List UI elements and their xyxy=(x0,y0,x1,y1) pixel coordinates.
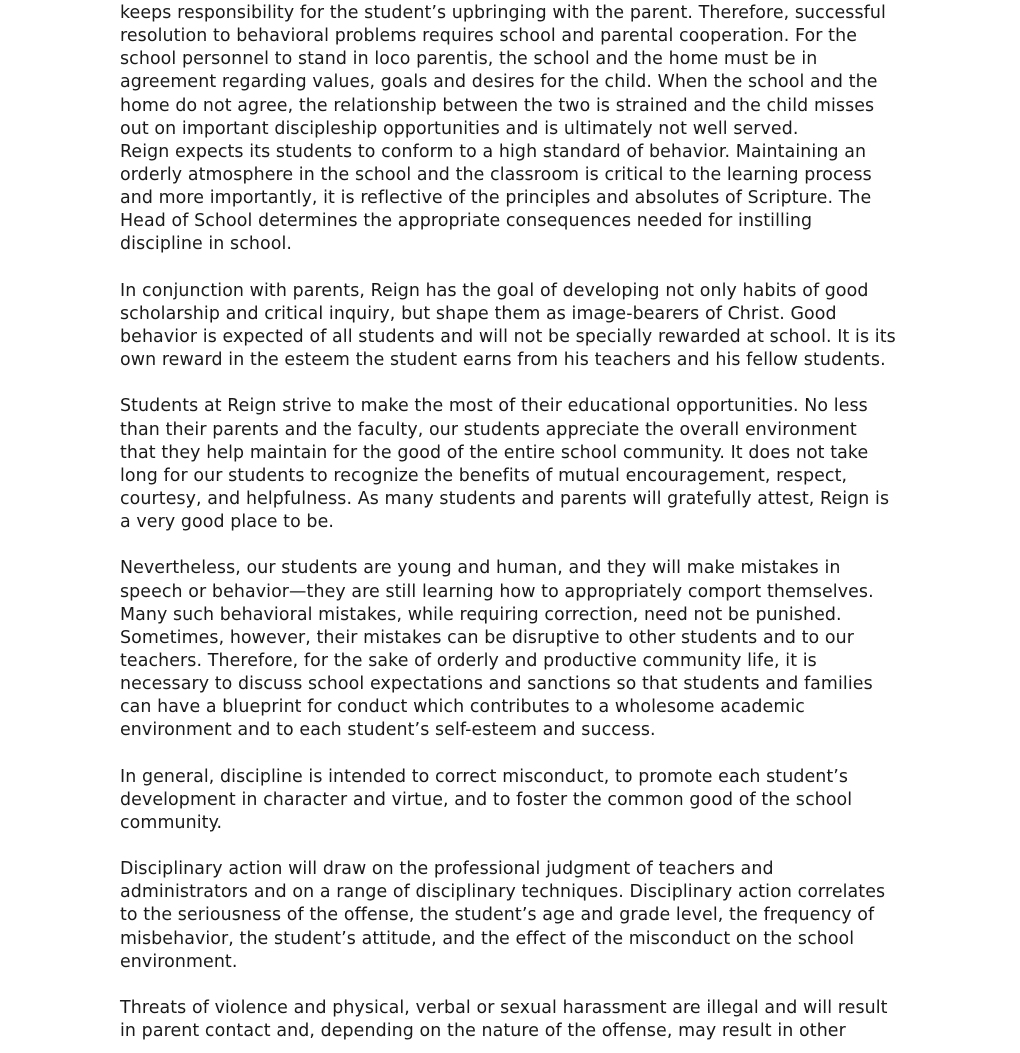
text-line: a very good place to be. xyxy=(120,512,334,533)
text-line: Nevertheless, our students are young and human, and they will make mistakes in xyxy=(120,558,841,579)
text-line: Sometimes, however, their mistakes can be disruptive to other students and to our xyxy=(120,627,855,648)
text-line: agreement regarding values, goals and desires for the child. When the school and the xyxy=(120,72,878,93)
paragraph-mistakes xyxy=(120,557,910,742)
text-line: to the seriousness of the offense, the student’s age and grade level, the frequency of xyxy=(120,905,875,926)
paragraph-disciplinary-action xyxy=(120,858,910,974)
text-line: environment. xyxy=(120,951,238,972)
text-line: resolution to behavioral problems requires school and parental cooperation. For the xyxy=(120,26,857,47)
paragraph-discipline-purpose xyxy=(120,766,910,835)
paragraph-threats xyxy=(120,997,910,1043)
text-line: home do not agree, the relationship between the two is strained and the child misses xyxy=(120,95,875,116)
text-line: courtesy, and helpfulness. As many students and parents will gratefully attest, Reign is xyxy=(120,488,890,509)
text-line: teachers. Therefore, for the sake of orderly and productive community life, it is xyxy=(120,650,817,671)
text-line: discipline in school. xyxy=(120,234,293,255)
text-line: and more importantly, it is reflective of the principles and absolutes of Scripture. The xyxy=(120,188,872,209)
text-line: In conjunction with parents, Reign has the goal of developing not only habits of good xyxy=(120,280,869,301)
text-line: Reign expects its students to conform to a high standard of behavior. Maintaining an xyxy=(120,141,867,162)
paragraph-students-strive xyxy=(120,395,910,534)
text-line: keeps responsibility for the student’s upbringing with the parent. Therefore, successful xyxy=(120,3,886,23)
text-line: misbehavior, the student’s attitude, and the effect of the misconduct on the school xyxy=(120,928,855,949)
text-line: than their parents and the faculty, our students appreciate the overall environment xyxy=(120,419,857,440)
text-line: behavior is expected of all students and will not be specially rewarded at school. It is its xyxy=(120,326,896,347)
document-page xyxy=(120,2,910,1043)
text-line: community. xyxy=(120,812,223,833)
paragraph-goals xyxy=(120,280,910,373)
text-line: own reward in the esteem the student earns from his teachers and his fellow students. xyxy=(120,350,886,371)
text-line: Disciplinary action will draw on the professional judgment of teachers and xyxy=(120,859,774,880)
text-line: school personnel to stand in loco parentis, the school and the home must be in xyxy=(120,49,818,70)
text-line: speech or behavior—they are still learning how to appropriately comport themselves. xyxy=(120,581,874,602)
text-line: out on important discipleship opportunities and is ultimately not well served. xyxy=(120,118,799,139)
text-line: in parent contact and, depending on the nature of the offense, may result in other xyxy=(120,1021,846,1042)
text-line: can have a blueprint for conduct which contributes to a wholesome academic xyxy=(120,697,805,718)
text-line: that they help maintain for the good of the entire school community. It does not take xyxy=(120,442,869,463)
text-line: Head of School determines the appropriate consequences needed for instilling xyxy=(120,211,813,232)
text-line: In general, discipline is intended to correct misconduct, to promote each student’s xyxy=(120,766,849,787)
text-line: development in character and virtue, and to foster the common good of the school xyxy=(120,789,853,810)
text-line: necessary to discuss school expectations and sanctions so that students and families xyxy=(120,674,873,695)
text-line: Many such behavioral mistakes, while requiring correction, need not be punished. xyxy=(120,604,842,625)
paragraph-parental-cooperation xyxy=(120,2,910,141)
text-line: orderly atmosphere in the school and the classroom is critical to the learning process xyxy=(120,164,872,185)
text-line: Students at Reign strive to make the most of their educational opportunities. No less xyxy=(120,396,868,417)
text-line: scholarship and critical inquiry, but shape them as image-bearers of Christ. Good xyxy=(120,303,837,324)
text-line: long for our students to recognize the benefits of mutual encouragement, respect, xyxy=(120,465,848,486)
text-line: Threats of violence and physical, verbal or sexual harassment are illegal and will result xyxy=(120,998,888,1019)
paragraph-behavior-standard xyxy=(120,141,910,257)
text-line: administrators and on a range of disciplinary techniques. Disciplinary action correlates xyxy=(120,882,886,903)
text-line: environment and to each student’s self-esteem and success. xyxy=(120,720,656,741)
